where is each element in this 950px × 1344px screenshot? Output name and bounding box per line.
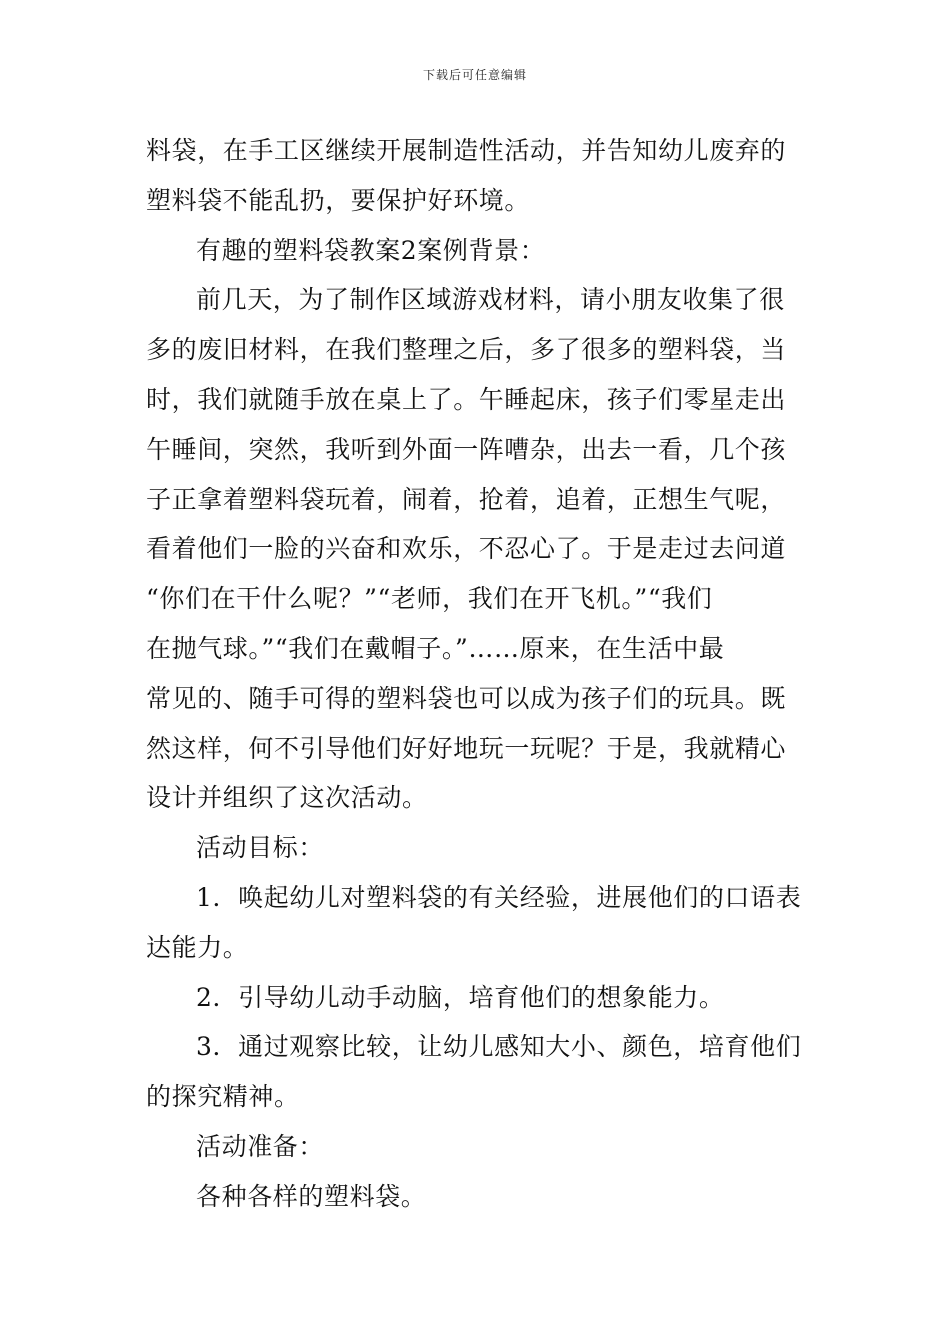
text-line (146, 1072, 806, 1122)
text-line-content: 活动准备： (196, 1131, 325, 1161)
document-body (146, 126, 806, 1222)
text-line-content: 2．引导幼儿动手动脑，培育他们的想象能力。 (196, 982, 725, 1012)
section-heading (146, 226, 806, 276)
page-header: 下载后可任意编辑 (422, 68, 527, 82)
text-line (146, 475, 806, 525)
text-line (146, 275, 806, 325)
text-line (146, 375, 806, 425)
text-line-content: 达能力。 (146, 932, 249, 962)
text-line (146, 126, 806, 176)
text-line-content: 设计并组织了这次活动。 (146, 783, 428, 813)
text-line-content: 然这样，何不引导他们好好地玩一玩呢？于是，我就精心 (146, 733, 787, 763)
text-line-content: 活动目标： (196, 833, 325, 863)
text-line-content: 的探究精神。 (146, 1082, 300, 1112)
text-line-content: 料袋，在手工区继续开展制造性活动，并告知幼儿废弃的 (146, 136, 787, 165)
text-line-content: 1．唤起幼儿对塑料袋的有关经验，进展他们的口语表 (196, 882, 802, 912)
text-line (146, 674, 806, 724)
text-line-content: 看着他们一脸的兴奋和欢乐，不忍心了。于是走过去问道 (146, 534, 787, 564)
text-line (146, 1172, 806, 1222)
text-line (146, 624, 806, 674)
section-heading (146, 1122, 806, 1172)
text-line-content: 各种各样的塑料袋。 (196, 1181, 427, 1211)
text-line (146, 574, 806, 624)
text-line-content: “你们在干什么呢？”“老师，我们在开飞机。”“我们 (146, 584, 713, 614)
text-line (146, 724, 806, 774)
text-line (146, 325, 806, 375)
text-line-content: 有趣的塑料袋教案2案例背景： (196, 235, 546, 265)
text-line (146, 873, 806, 923)
text-line-content: 子正拿着塑料袋玩着，闹着，抢着，追着，正想生气呢， (146, 484, 787, 514)
text-line (146, 773, 806, 823)
text-line (146, 524, 806, 574)
text-line-content: 午睡间，突然，我听到外面一阵嘈杂，出去一看，几个孩 (146, 434, 787, 464)
text-line-content: 3．通过观察比较，让幼儿感知大小、颜色，培育他们 (196, 1032, 802, 1062)
text-line-content: 时，我们就随手放在桌上了。午睡起床，孩子们零星走出 (146, 384, 787, 414)
text-line (146, 176, 806, 226)
text-line-content: 常见的、随手可得的塑料袋也可以成为孩子们的玩具。既 (146, 683, 787, 713)
text-line (146, 923, 806, 973)
text-line (146, 973, 806, 1023)
section-heading (146, 823, 806, 873)
text-line-content: 多的废旧材料，在我们整理之后，多了很多的塑料袋，当 (146, 335, 787, 365)
text-line-content: 在抛气球。”“我们在戴帽子。”……原来，在生活中最 (146, 633, 725, 663)
text-line (146, 1022, 806, 1072)
text-line-content: 前几天，为了制作区域游戏材料，请小朋友收集了很 (196, 285, 785, 315)
text-line (146, 425, 806, 475)
text-line-content: 塑料袋不能乱扔，要保护好环境。 (146, 185, 531, 215)
